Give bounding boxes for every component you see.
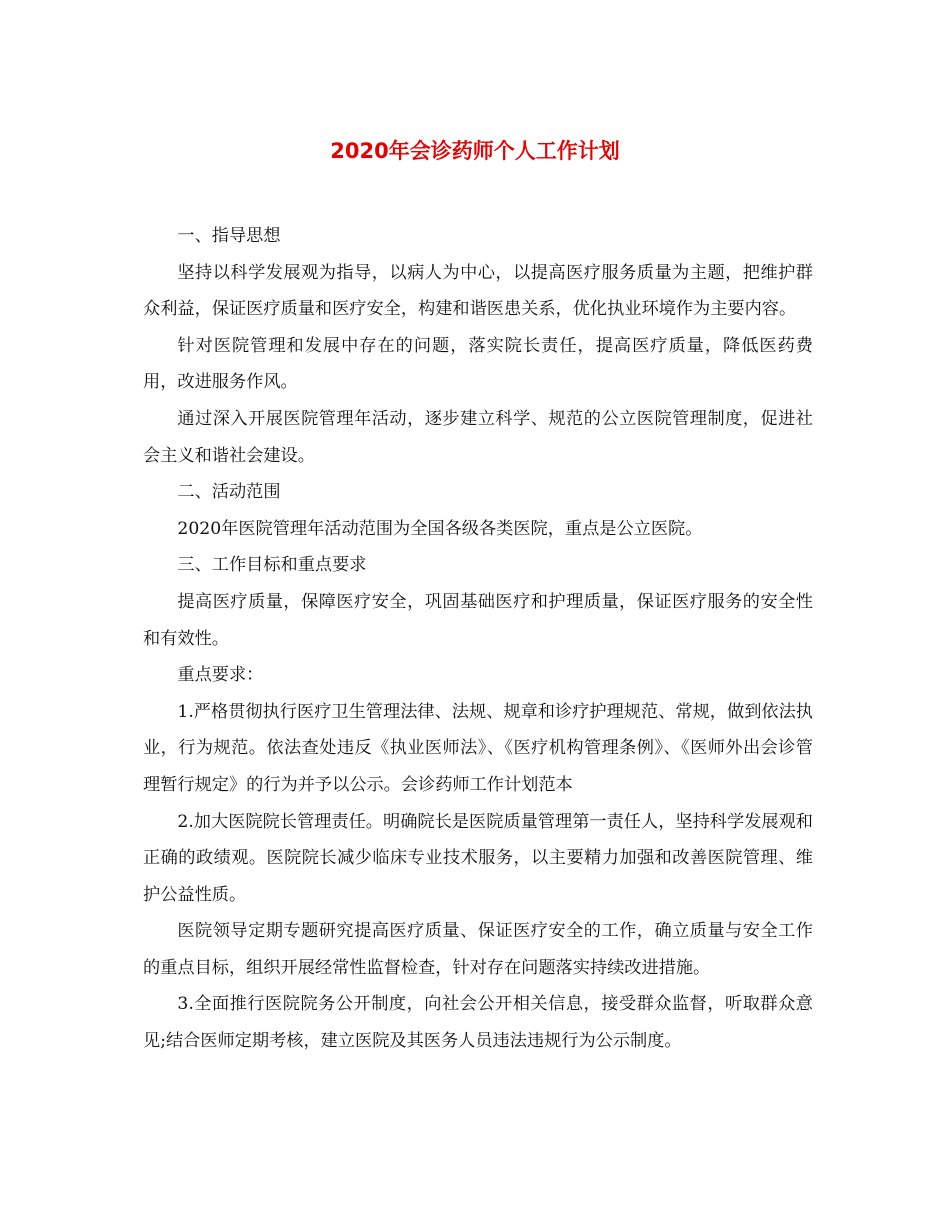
paragraph: 2020年医院管理年活动范围为全国各级各类医院，重点是公立医院。 (177, 518, 703, 539)
document-body (143, 218, 813, 1060)
key-requirements-label: 重点要求： (177, 665, 264, 686)
document-title: 2020年会诊药师个人工作计划 (330, 139, 620, 163)
requirement-item-3: 3.全面推行医院院务公开制度，向社会公开相关信息，接受群众监督，听取群众意见;结合医师定期考核，建立医院及其医务人员违法违规行为公示制度。 (143, 994, 813, 1052)
requirement-item-2: 2.加大医院院长管理责任。明确院长是医院质量管理第一责任人，坚持科学发展观和正确的政绩观。医院院长减少临床专业技术服务，以主要精力加强和改善医院管理、维护公益性质。 (143, 811, 813, 905)
paragraph: 通过深入开展医院管理年活动，逐步建立科学、规范的公立医院管理制度，促进社会主义和谐社会建设。 (143, 408, 813, 466)
requirement-item-1: 1.严格贯彻执行医疗卫生管理法律、法规、规章和诊疗护理规范、常规，做到依法执业，行为规范。依法查处违反《执业医师法》、《医疗机构管理条例》、《医师外出会诊管理暂行规定》的行为并予以公示。会诊药师工作计划范本 (143, 701, 813, 795)
section-heading-work-goals: 三、工作目标和重点要求 (177, 555, 367, 576)
paragraph: 医院领导定期专题研究提高医疗质量、保证医疗安全的工作，确立质量与安全工作的重点目标，组织开展经常性监督检查，针对存在问题落实持续改进措施。 (143, 921, 813, 978)
section-heading-activity-scope: 二、活动范围 (177, 482, 281, 503)
paragraph: 坚持以科学发展观为指导，以病人为中心，以提高医疗服务质量为主题，把维护群众利益，保证医疗质量和医疗安全，构建和谐医患关系，优化执业环境作为主要内容。 (143, 262, 813, 320)
section-heading-guiding-ideology: 一、指导思想 (177, 226, 281, 246)
paragraph: 针对医院管理和发展中存在的问题，落实院长责任，提高医疗质量，降低医药费用，改进服务作风。 (143, 335, 813, 393)
paragraph: 提高医疗质量，保障医疗安全，巩固基础医疗和护理质量，保证医疗服务的安全性和有效性。 (143, 591, 813, 649)
